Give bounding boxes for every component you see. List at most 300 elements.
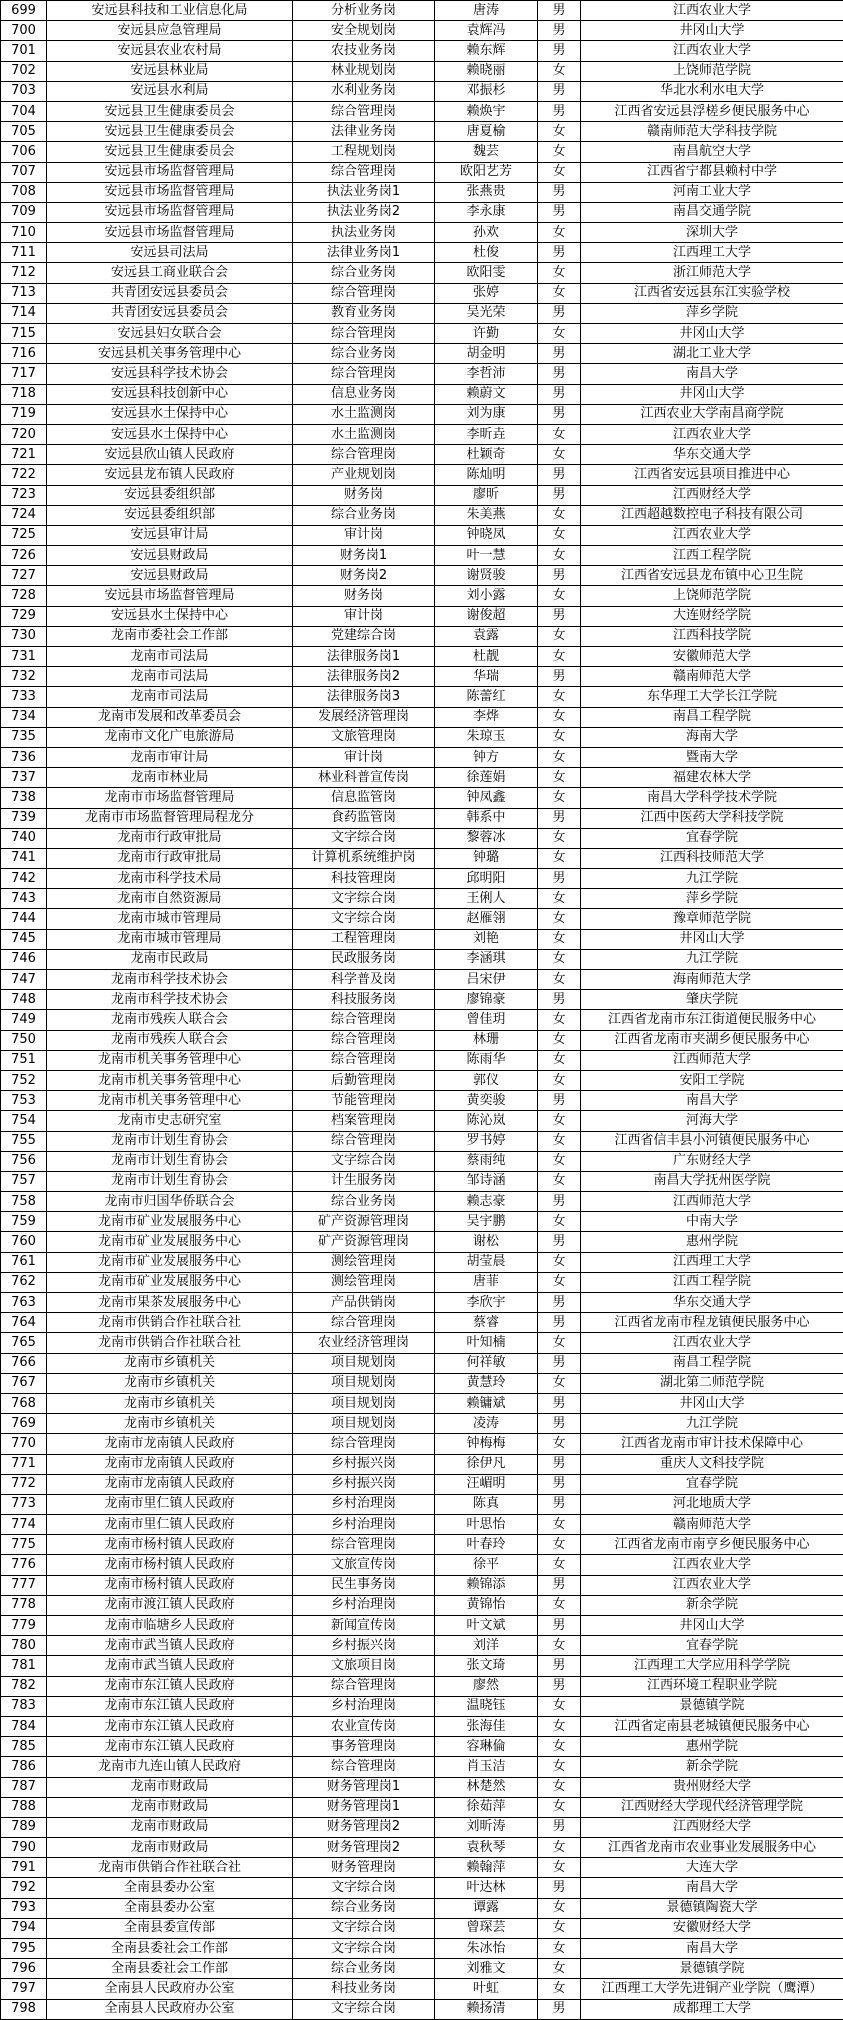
table-row — [1, 788, 843, 808]
table-row — [1, 41, 843, 61]
table-row — [1, 1454, 843, 1474]
table-row — [1, 142, 843, 162]
employer-unit-cell: 安远县龙布镇人民政府 — [47, 465, 293, 485]
position-cell: 党建综合岗 — [293, 626, 435, 646]
row-number-cell: 732 — [1, 667, 47, 687]
graduate-school-cell: 江西省定南县老城镇便民服务中心 — [581, 1716, 843, 1736]
gender-cell: 女 — [538, 1535, 581, 1555]
candidate-name-cell: 廖昕 — [435, 485, 538, 505]
employer-unit-cell: 龙南市杨村镇人民政府 — [47, 1555, 293, 1575]
gender-cell: 女 — [538, 747, 581, 767]
table-row — [1, 1515, 843, 1535]
candidate-name-cell: 胡莹晨 — [435, 1252, 538, 1272]
employer-unit-cell: 龙南市林业局 — [47, 768, 293, 788]
graduate-school-cell: 江西理工大学先进铜产业学院（鹰潭） — [581, 1979, 843, 1999]
candidate-name-cell: 林楚然 — [435, 1777, 538, 1797]
table-row — [1, 465, 843, 485]
table-row — [1, 566, 843, 586]
position-cell: 发展经济管理岗 — [293, 707, 435, 727]
roster-body — [1, 1, 843, 2020]
candidate-name-cell: 赖晓丽 — [435, 61, 538, 81]
candidate-name-cell: 谢贤骏 — [435, 566, 538, 586]
graduate-school-cell: 江西省龙南市夹湖乡便民服务中心 — [581, 1030, 843, 1050]
gender-cell: 男 — [538, 101, 581, 121]
position-cell: 农业经济管理岗 — [293, 1333, 435, 1353]
position-cell: 文字综合岗 — [293, 889, 435, 909]
employer-unit-cell: 龙南市渡江镇人民政府 — [47, 1595, 293, 1615]
position-cell: 水利业务岗 — [293, 81, 435, 101]
employer-unit-cell: 龙南市科学技术局 — [47, 869, 293, 889]
graduate-school-cell: 江西财经大学 — [581, 1817, 843, 1837]
row-number-cell: 713 — [1, 283, 47, 303]
position-cell: 文字综合岗 — [293, 1918, 435, 1938]
graduate-school-cell: 海南大学 — [581, 727, 843, 747]
gender-cell: 男 — [538, 303, 581, 323]
gender-cell: 男 — [538, 1656, 581, 1676]
gender-cell: 男 — [538, 1817, 581, 1837]
candidate-name-cell: 赖镛斌 — [435, 1393, 538, 1413]
candidate-name-cell: 陈灿明 — [435, 465, 538, 485]
graduate-school-cell: 安阳工学院 — [581, 1070, 843, 1090]
employer-unit-cell: 龙南市临塘乡人民政府 — [47, 1616, 293, 1636]
position-cell: 综合业务岗 — [293, 1898, 435, 1918]
row-number-cell: 699 — [1, 1, 47, 21]
row-number-cell: 736 — [1, 747, 47, 767]
graduate-school-cell: 江西财经大学现代经济管理学院 — [581, 1797, 843, 1817]
gender-cell: 女 — [538, 828, 581, 848]
employer-unit-cell: 龙南市财政局 — [47, 1838, 293, 1858]
gender-cell: 女 — [538, 1898, 581, 1918]
graduate-school-cell: 南昌大学科学技术学院 — [581, 788, 843, 808]
row-number-cell: 721 — [1, 445, 47, 465]
employer-unit-cell: 龙南市发展和改革委员会 — [47, 707, 293, 727]
employer-unit-cell: 龙南市科学技术协会 — [47, 970, 293, 990]
row-number-cell: 781 — [1, 1656, 47, 1676]
graduate-school-cell: 江西师范大学 — [581, 1050, 843, 1070]
graduate-school-cell: 江西省安远县龙布镇中心卫生院 — [581, 566, 843, 586]
position-cell: 财务管理岗1 — [293, 1777, 435, 1797]
row-number-cell: 793 — [1, 1898, 47, 1918]
graduate-school-cell: 江西省安远县项目推进中心 — [581, 465, 843, 485]
gender-cell: 男 — [538, 1232, 581, 1252]
candidate-name-cell: 唐菲 — [435, 1272, 538, 1292]
candidate-name-cell: 韩系中 — [435, 808, 538, 828]
candidate-name-cell: 陈真 — [435, 1494, 538, 1514]
candidate-name-cell: 袁秋琴 — [435, 1838, 538, 1858]
employer-unit-cell: 全南县委社会工作部 — [47, 1939, 293, 1959]
position-cell: 林业规划岗 — [293, 61, 435, 81]
row-number-cell: 714 — [1, 303, 47, 323]
row-number-cell: 790 — [1, 1838, 47, 1858]
position-cell: 矿产资源管理岗 — [293, 1232, 435, 1252]
graduate-school-cell: 宜春学院 — [581, 828, 843, 848]
gender-cell: 男 — [538, 21, 581, 41]
position-cell: 综合管理岗 — [293, 1757, 435, 1777]
graduate-school-cell: 海南师范大学 — [581, 970, 843, 990]
gender-cell: 女 — [538, 263, 581, 283]
graduate-school-cell: 新余学院 — [581, 1595, 843, 1615]
employer-unit-cell: 龙南市史志研究室 — [47, 1111, 293, 1131]
row-number-cell: 758 — [1, 1192, 47, 1212]
graduate-school-cell: 江西理工大学 — [581, 1252, 843, 1272]
graduate-school-cell: 广东财经大学 — [581, 1151, 843, 1171]
employer-unit-cell: 安远县市场监督管理局 — [47, 223, 293, 243]
table-row — [1, 1252, 843, 1272]
candidate-name-cell: 陈雨华 — [435, 1050, 538, 1070]
row-number-cell: 753 — [1, 1091, 47, 1111]
candidate-name-cell: 谢松 — [435, 1232, 538, 1252]
table-row — [1, 1757, 843, 1777]
employer-unit-cell: 龙南市果茶发展服务中心 — [47, 1293, 293, 1313]
candidate-name-cell: 叶知楠 — [435, 1333, 538, 1353]
graduate-school-cell: 江西中医药大学科技学院 — [581, 808, 843, 828]
row-number-cell: 796 — [1, 1959, 47, 1979]
row-number-cell: 733 — [1, 687, 47, 707]
position-cell: 审计岗 — [293, 606, 435, 626]
candidate-name-cell: 叶春玲 — [435, 1535, 538, 1555]
table-row — [1, 1636, 843, 1656]
candidate-name-cell: 王俐人 — [435, 889, 538, 909]
candidate-name-cell: 钟凤鑫 — [435, 788, 538, 808]
employer-unit-cell: 安远县审计局 — [47, 525, 293, 545]
candidate-name-cell: 容琳倫 — [435, 1737, 538, 1757]
table-row — [1, 81, 843, 101]
table-row — [1, 1737, 843, 1757]
position-cell: 文字综合岗 — [293, 1151, 435, 1171]
candidate-name-cell: 唐夏榆 — [435, 122, 538, 142]
table-row — [1, 1192, 843, 1212]
position-cell: 文旅管理岗 — [293, 727, 435, 747]
graduate-school-cell: 江西农业大学南昌商学院 — [581, 404, 843, 424]
candidate-name-cell: 赖翰萍 — [435, 1858, 538, 1878]
graduate-school-cell: 赣南师范大学 — [581, 1515, 843, 1535]
gender-cell: 男 — [538, 404, 581, 424]
gender-cell: 女 — [538, 1918, 581, 1938]
candidate-name-cell: 胡金明 — [435, 344, 538, 364]
gender-cell: 女 — [538, 445, 581, 465]
table-row — [1, 1575, 843, 1595]
employer-unit-cell: 龙南市审计局 — [47, 747, 293, 767]
employer-unit-cell: 龙南市东江镇人民政府 — [47, 1737, 293, 1757]
graduate-school-cell: 景德镇陶瓷大学 — [581, 1898, 843, 1918]
position-cell: 综合管理岗 — [293, 324, 435, 344]
table-row — [1, 990, 843, 1010]
table-row — [1, 525, 843, 545]
gender-cell: 男 — [538, 1313, 581, 1333]
row-number-cell: 797 — [1, 1979, 47, 1999]
row-number-cell: 701 — [1, 41, 47, 61]
gender-cell: 女 — [538, 1131, 581, 1151]
graduate-school-cell: 江西省宁都县赖村中学 — [581, 162, 843, 182]
candidate-name-cell: 李涵琪 — [435, 949, 538, 969]
row-number-cell: 789 — [1, 1817, 47, 1837]
gender-cell: 女 — [538, 162, 581, 182]
gender-cell: 男 — [538, 1575, 581, 1595]
gender-cell: 男 — [538, 364, 581, 384]
gender-cell: 女 — [538, 1797, 581, 1817]
gender-cell: 女 — [538, 525, 581, 545]
row-number-cell: 776 — [1, 1555, 47, 1575]
row-number-cell: 727 — [1, 566, 47, 586]
employer-unit-cell: 龙南市机关事务管理中心 — [47, 1050, 293, 1070]
position-cell: 产品供销岗 — [293, 1293, 435, 1313]
candidate-name-cell: 刘雅文 — [435, 1959, 538, 1979]
employer-unit-cell: 龙南市行政审批局 — [47, 828, 293, 848]
employer-unit-cell: 龙南市东江镇人民政府 — [47, 1716, 293, 1736]
table-row — [1, 909, 843, 929]
gender-cell: 女 — [538, 687, 581, 707]
gender-cell: 男 — [538, 990, 581, 1010]
position-cell: 财务管理岗2 — [293, 1817, 435, 1837]
row-number-cell: 788 — [1, 1797, 47, 1817]
graduate-school-cell: 重庆人文科技学院 — [581, 1454, 843, 1474]
employer-unit-cell: 安远县市场监督管理局 — [47, 202, 293, 222]
candidate-name-cell: 赖志豪 — [435, 1192, 538, 1212]
employer-unit-cell: 龙南市城市管理局 — [47, 929, 293, 949]
graduate-school-cell: 福建农林大学 — [581, 768, 843, 788]
table-row — [1, 1010, 843, 1030]
candidate-name-cell: 张婷 — [435, 283, 538, 303]
graduate-school-cell: 江西超越数控电子科技有限公司 — [581, 505, 843, 525]
graduate-school-cell: 江西省安远县东江实验学校 — [581, 283, 843, 303]
position-cell: 安全规划岗 — [293, 21, 435, 41]
table-row — [1, 889, 843, 909]
graduate-school-cell: 九江学院 — [581, 1414, 843, 1434]
graduate-school-cell: 肇庆学院 — [581, 990, 843, 1010]
row-number-cell: 719 — [1, 404, 47, 424]
position-cell: 工程管理岗 — [293, 929, 435, 949]
position-cell: 法律业务岗1 — [293, 243, 435, 263]
position-cell: 档案管理岗 — [293, 1111, 435, 1131]
position-cell: 测绘管理岗 — [293, 1272, 435, 1292]
position-cell: 综合管理岗 — [293, 101, 435, 121]
employer-unit-cell: 安远县卫生健康委员会 — [47, 101, 293, 121]
graduate-school-cell: 华东交通大学 — [581, 445, 843, 465]
candidate-name-cell: 魏芸 — [435, 142, 538, 162]
gender-cell: 女 — [538, 1959, 581, 1979]
candidate-name-cell: 杜俊 — [435, 243, 538, 263]
table-row — [1, 182, 843, 202]
position-cell: 审计岗 — [293, 525, 435, 545]
row-number-cell: 756 — [1, 1151, 47, 1171]
table-row — [1, 1777, 843, 1797]
table-row — [1, 404, 843, 424]
employer-unit-cell: 安远县妇女联合会 — [47, 324, 293, 344]
gender-cell: 男 — [538, 869, 581, 889]
gender-cell: 男 — [538, 566, 581, 586]
employer-unit-cell: 安远县市场监督管理局 — [47, 182, 293, 202]
candidate-name-cell: 黄奕骏 — [435, 1091, 538, 1111]
employer-unit-cell: 安远县欣山镇人民政府 — [47, 445, 293, 465]
row-number-cell: 771 — [1, 1454, 47, 1474]
position-cell: 乡村治理岗 — [293, 1494, 435, 1514]
position-cell: 项目规划岗 — [293, 1414, 435, 1434]
row-number-cell: 707 — [1, 162, 47, 182]
position-cell: 教育业务岗 — [293, 303, 435, 323]
table-row — [1, 1838, 843, 1858]
table-row — [1, 1, 843, 21]
graduate-school-cell: 惠州学院 — [581, 1737, 843, 1757]
table-row — [1, 929, 843, 949]
table-row — [1, 1616, 843, 1636]
candidate-name-cell: 吴光荣 — [435, 303, 538, 323]
candidate-name-cell: 华瑞 — [435, 667, 538, 687]
position-cell: 财务管理岗2 — [293, 1838, 435, 1858]
graduate-school-cell: 南昌交通学院 — [581, 202, 843, 222]
graduate-school-cell: 井冈山大学 — [581, 21, 843, 41]
candidate-name-cell: 李欣宇 — [435, 1293, 538, 1313]
candidate-name-cell: 蔡睿 — [435, 1313, 538, 1333]
graduate-school-cell: 萍乡学院 — [581, 889, 843, 909]
graduate-school-cell: 南昌工程学院 — [581, 707, 843, 727]
candidate-name-cell: 孙欢 — [435, 223, 538, 243]
candidate-name-cell: 曾琛芸 — [435, 1918, 538, 1938]
position-cell: 综合业务岗 — [293, 344, 435, 364]
employer-unit-cell: 龙南市财政局 — [47, 1777, 293, 1797]
employer-unit-cell: 安远县科学技术协会 — [47, 364, 293, 384]
row-number-cell: 740 — [1, 828, 47, 848]
table-row — [1, 1716, 843, 1736]
gender-cell: 女 — [538, 1757, 581, 1777]
graduate-school-cell: 赣南师范大学科技学院 — [581, 122, 843, 142]
position-cell: 文字综合岗 — [293, 909, 435, 929]
candidate-name-cell: 汪嵋明 — [435, 1474, 538, 1494]
row-number-cell: 774 — [1, 1515, 47, 1535]
candidate-name-cell: 陈沁岚 — [435, 1111, 538, 1131]
table-row — [1, 626, 843, 646]
row-number-cell: 730 — [1, 626, 47, 646]
position-cell: 科技服务岗 — [293, 990, 435, 1010]
gender-cell: 女 — [538, 1636, 581, 1656]
row-number-cell: 798 — [1, 1999, 47, 2019]
graduate-school-cell: 江西理工大学应用科学学院 — [581, 1656, 843, 1676]
gender-cell: 女 — [538, 586, 581, 606]
employer-unit-cell: 龙南市乡镇机关 — [47, 1373, 293, 1393]
gender-cell: 女 — [538, 1434, 581, 1454]
row-number-cell: 778 — [1, 1595, 47, 1615]
gender-cell: 男 — [538, 1, 581, 21]
employer-unit-cell: 龙南市计划生育协会 — [47, 1171, 293, 1191]
gender-cell: 男 — [538, 1091, 581, 1111]
graduate-school-cell: 井冈山大学 — [581, 929, 843, 949]
gender-cell: 女 — [538, 1838, 581, 1858]
row-number-cell: 728 — [1, 586, 47, 606]
graduate-school-cell: 湖北第二师范学院 — [581, 1373, 843, 1393]
row-number-cell: 779 — [1, 1616, 47, 1636]
employer-unit-cell: 龙南市残疾人联合会 — [47, 1010, 293, 1030]
position-cell: 文旅宣传岗 — [293, 1555, 435, 1575]
gender-cell: 女 — [538, 1070, 581, 1090]
candidate-name-cell: 徐伊凡 — [435, 1454, 538, 1474]
table-row — [1, 1091, 843, 1111]
table-row — [1, 1979, 843, 1999]
table-row — [1, 1393, 843, 1413]
position-cell: 综合业务岗 — [293, 1192, 435, 1212]
gender-cell: 女 — [538, 324, 581, 344]
table-row — [1, 1293, 843, 1313]
table-row — [1, 243, 843, 263]
table-row — [1, 61, 843, 81]
graduate-school-cell: 浙江师范大学 — [581, 263, 843, 283]
table-row — [1, 1414, 843, 1434]
position-cell: 综合管理岗 — [293, 162, 435, 182]
graduate-school-cell: 南昌大学 — [581, 1939, 843, 1959]
graduate-school-cell: 江西科技学院 — [581, 626, 843, 646]
position-cell: 食药监管岗 — [293, 808, 435, 828]
row-number-cell: 768 — [1, 1393, 47, 1413]
row-number-cell: 785 — [1, 1737, 47, 1757]
candidate-name-cell: 许勤 — [435, 324, 538, 344]
candidate-name-cell: 杜颖奇 — [435, 445, 538, 465]
gender-cell: 女 — [538, 61, 581, 81]
table-row — [1, 424, 843, 444]
row-number-cell: 762 — [1, 1272, 47, 1292]
row-number-cell: 782 — [1, 1676, 47, 1696]
candidate-name-cell: 邱明阳 — [435, 869, 538, 889]
graduate-school-cell: 江西师范大学 — [581, 1192, 843, 1212]
graduate-school-cell: 华东交通大学 — [581, 1293, 843, 1313]
candidate-name-cell: 朱冰怡 — [435, 1939, 538, 1959]
candidate-name-cell: 吕宋伊 — [435, 970, 538, 990]
graduate-school-cell: 暨南大学 — [581, 747, 843, 767]
row-number-cell: 711 — [1, 243, 47, 263]
candidate-name-cell: 陈蕾红 — [435, 687, 538, 707]
graduate-school-cell: 江西农业大学 — [581, 525, 843, 545]
gender-cell: 男 — [538, 81, 581, 101]
gender-cell: 男 — [538, 465, 581, 485]
candidate-name-cell: 张海佳 — [435, 1716, 538, 1736]
table-row — [1, 768, 843, 788]
table-row — [1, 1595, 843, 1615]
gender-cell: 女 — [538, 1515, 581, 1535]
position-cell: 节能管理岗 — [293, 1091, 435, 1111]
candidate-name-cell: 叶达林 — [435, 1878, 538, 1898]
position-cell: 乡村振兴岗 — [293, 1636, 435, 1656]
table-row — [1, 687, 843, 707]
employer-unit-cell: 龙南市科学技术协会 — [47, 990, 293, 1010]
table-row — [1, 1373, 843, 1393]
row-number-cell: 755 — [1, 1131, 47, 1151]
row-number-cell: 725 — [1, 525, 47, 545]
position-cell: 乡村振兴岗 — [293, 1474, 435, 1494]
candidate-name-cell: 叶一慧 — [435, 546, 538, 566]
gender-cell: 男 — [538, 1393, 581, 1413]
row-number-cell: 780 — [1, 1636, 47, 1656]
row-number-cell: 784 — [1, 1716, 47, 1736]
gender-cell: 女 — [538, 970, 581, 990]
employer-unit-cell: 全南县人民政府办公室 — [47, 1979, 293, 1999]
graduate-school-cell: 江西省安远县浮槎乡便民服务中心 — [581, 101, 843, 121]
employer-unit-cell: 安远县水利局 — [47, 81, 293, 101]
gender-cell: 女 — [538, 1030, 581, 1050]
position-cell: 文字综合岗 — [293, 1878, 435, 1898]
graduate-school-cell: 豫章师范学院 — [581, 909, 843, 929]
table-row — [1, 1918, 843, 1938]
position-cell: 水土监测岗 — [293, 404, 435, 424]
row-number-cell: 731 — [1, 647, 47, 667]
graduate-school-cell: 南昌工程学院 — [581, 1353, 843, 1373]
employer-unit-cell: 龙南市杨村镇人民政府 — [47, 1575, 293, 1595]
row-number-cell: 792 — [1, 1878, 47, 1898]
row-number-cell: 777 — [1, 1575, 47, 1595]
employer-unit-cell: 安远县卫生健康委员会 — [47, 142, 293, 162]
graduate-school-cell: 江西省龙南市程龙镇便民服务中心 — [581, 1313, 843, 1333]
candidate-name-cell: 钟梅梅 — [435, 1434, 538, 1454]
candidate-name-cell: 叶思怡 — [435, 1515, 538, 1535]
candidate-name-cell: 张燕贵 — [435, 182, 538, 202]
row-number-cell: 726 — [1, 546, 47, 566]
candidate-name-cell: 刘小露 — [435, 586, 538, 606]
